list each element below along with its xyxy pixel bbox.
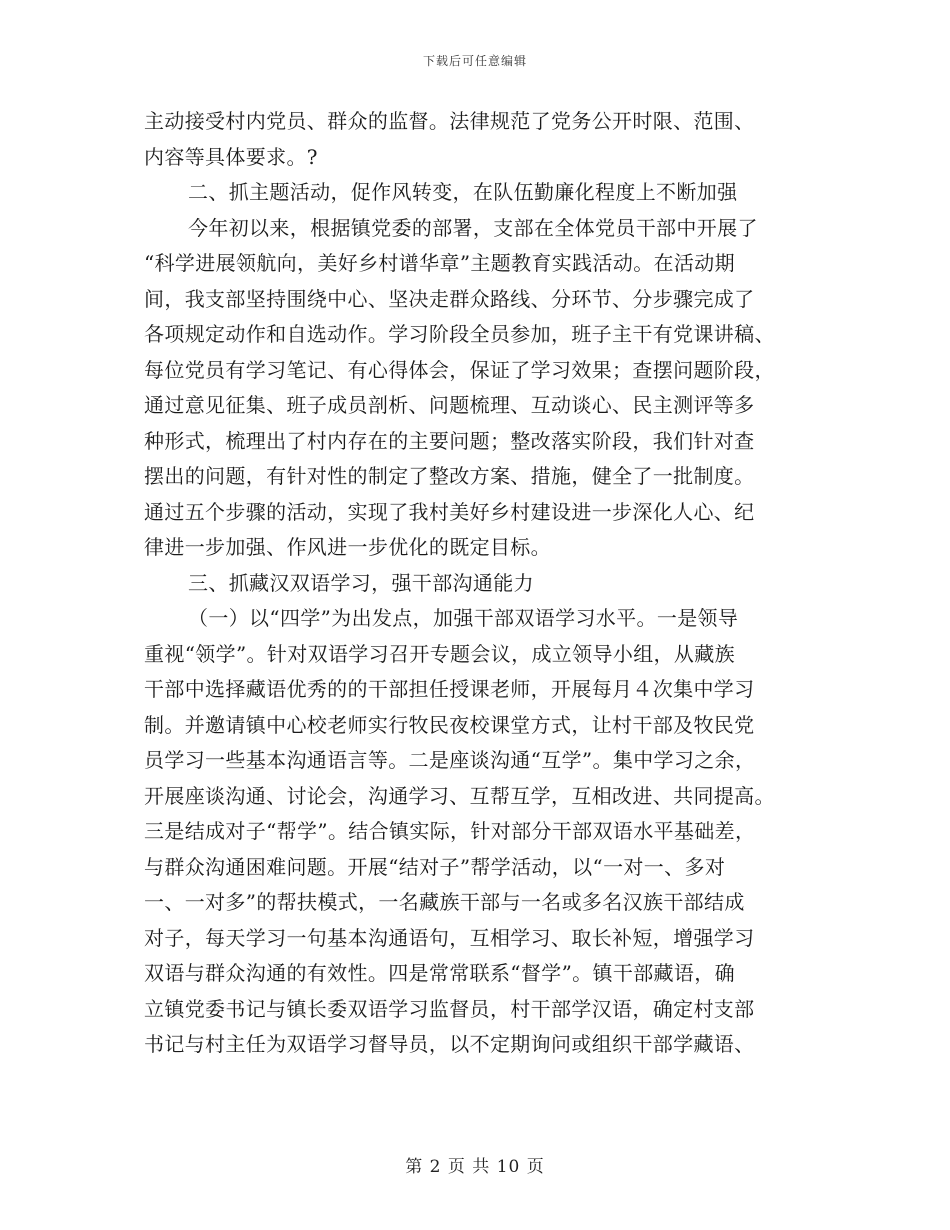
page-header: 下载后可任意编辑 — [422, 54, 527, 68]
text-line: 员学习一些基本沟通语言等。二是座谈沟通“互学”。集中学习之余， — [144, 748, 756, 772]
text-line: 间，我支部坚持围绕中心、坚决走群众路线、分环节、分步骤完成了 — [144, 286, 755, 311]
text-line: 通过意见征集、班子成员剖析、问题梳理、互动谈心、民主测评等多 — [144, 393, 755, 417]
text-line: 三是结成对子“帮学”。结合镇实际，针对部分干部双语水平基础差， — [144, 819, 756, 843]
text-line: 今年初以来，根据镇党委的部署，支部在全体党员干部中开展了 — [188, 215, 758, 240]
text-line: （一）以“四学”为出发点，加强干部双语学习水平。一是领导 — [188, 606, 739, 630]
text-line: 双语与群众沟通的有效性。四是常常联系“督学”。镇干部藏语，确 — [144, 961, 735, 985]
text-line: 书记与村主任为双语学习督导员，以不定期询问或组织干部学藏语、 — [144, 1032, 755, 1056]
text-line: 律进一步加强、作风进一步优化的既定目标。 — [144, 535, 551, 559]
page-footer: 第 2 页 共 10 页 — [405, 1157, 545, 1177]
section-heading: 二、抓主题活动，促作风转变，在队伍勤廉化程度上不断加强 — [188, 180, 738, 204]
text-line: 立镇党委书记与镇长委双语学习监督员，村干部学汉语，确定村支部 — [144, 996, 755, 1021]
section-heading: 三、抓藏汉双语学习，强干部沟通能力 — [188, 570, 534, 595]
text-line: 种形式，梳理出了村内存在的主要问题；整改落实阶段，我们针对查 — [144, 428, 755, 453]
document-body — [144, 104, 808, 1063]
text-line: 重视“领学”。针对双语学习召开专题会议，成立领导小组，从藏族 — [144, 641, 735, 666]
text-line: 干部中选择藏语优秀的的干部担任授课老师，开展每月４次集中学习 — [144, 677, 755, 701]
text-line: 与群众沟通困难问题。开展“结对子”帮学活动，以“一对一、多对 — [144, 854, 726, 879]
text-line: 每位党员有学习笔记、有心得体会，保证了学习效果；查摆问题阶段， — [144, 357, 775, 382]
text-line: 通过五个步骤的活动，实现了我村美好乡村建设进一步深化人心、纪 — [144, 499, 755, 524]
text-line: 主动接受村内党员、群众的监督。法律规范了党务公开时限、范围、 — [144, 109, 755, 133]
text-line: 制。并邀请镇中心校老师实行牧民夜校课堂方式，让村干部及牧民党 — [144, 712, 755, 737]
text-line: 一、一对多”的帮扶模式，一名藏族干部与一名或多名汉族干部结成 — [144, 890, 745, 914]
text-line: 各项规定动作和自选动作。学习阶段全员参加，班子主干有党课讲稿、 — [144, 322, 775, 346]
text-line: 摆出的问题，有针对性的制定了整改方案、措施，健全了一批制度。 — [144, 464, 755, 488]
text-line: “科学进展领航向，美好乡村谱华章”主题教育实践活动。在活动期 — [144, 251, 735, 275]
text-line: 开展座谈沟通、讨论会，沟通学习、互帮互学，互相改进、共同提高。 — [144, 783, 775, 808]
text-line: 内容等具体要求。? — [144, 144, 318, 169]
text-line: 对子，每天学习一句基本沟通语句，互相学习、取长补短，增强学习 — [144, 925, 755, 950]
